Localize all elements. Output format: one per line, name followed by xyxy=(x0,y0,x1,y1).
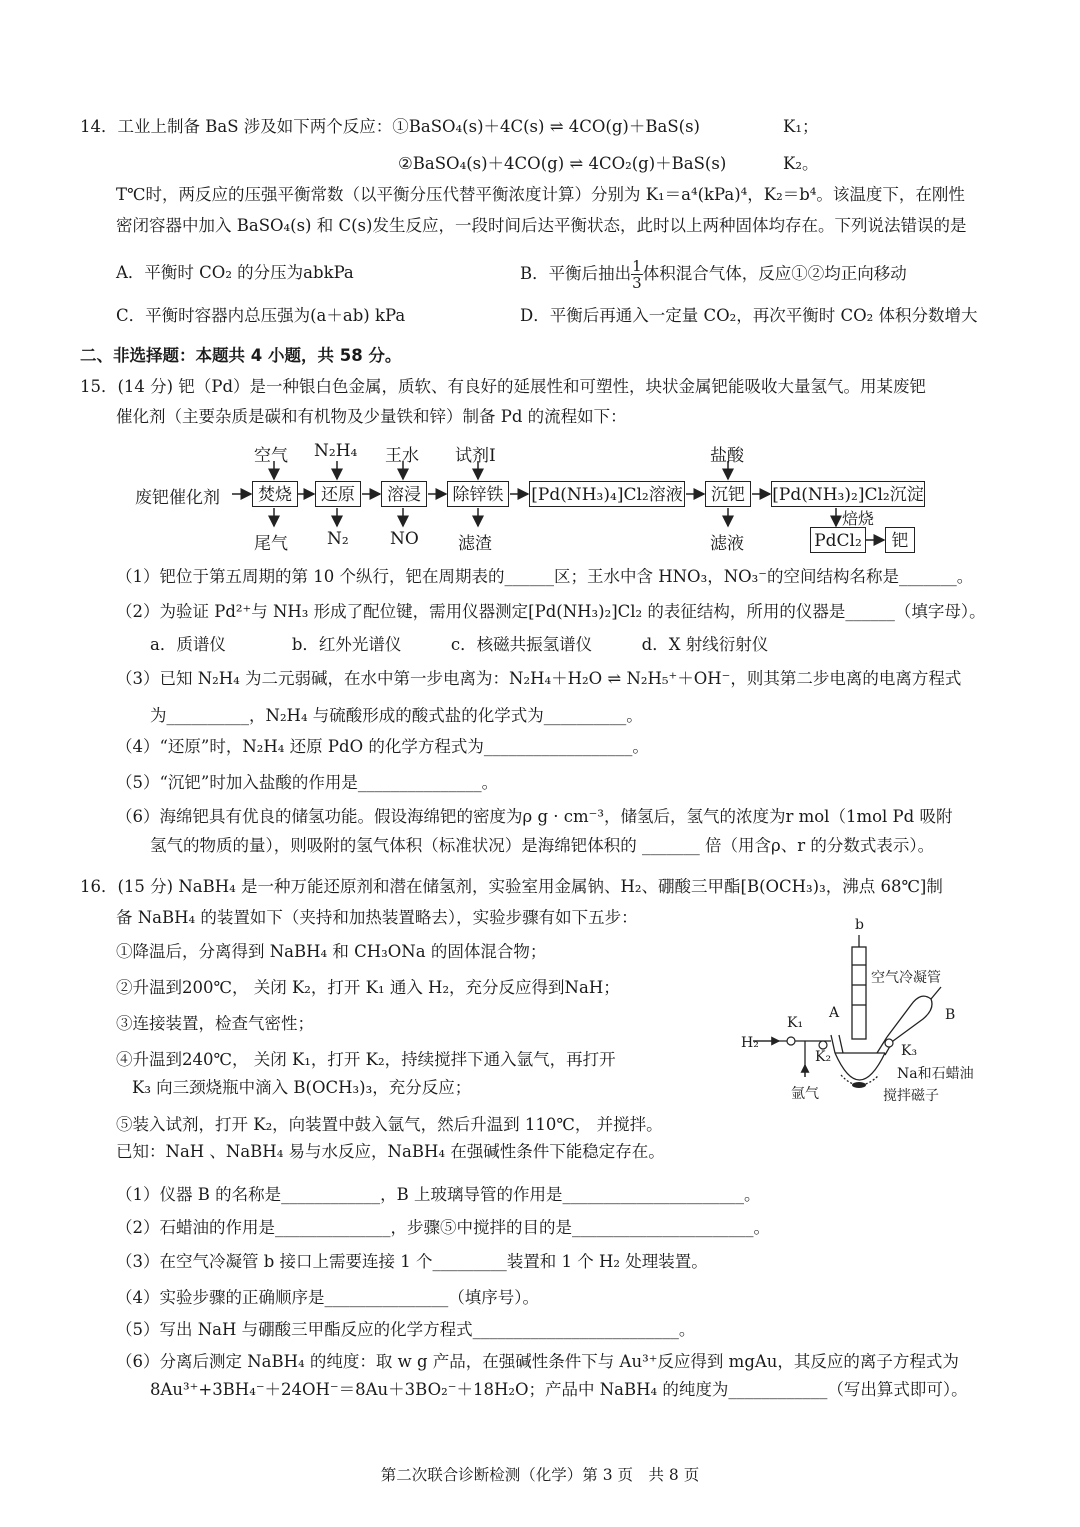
q14-line4: 密闭容器中加入 BaSO₄(s) 和 C(s)发生反应，一段时间后达平衡状态，此时以上两种固体均存在。下列说法错误的是 xyxy=(116,216,967,235)
q16-part4: （4）实验步骤的正确顺序是_______________（填序号）。 xyxy=(116,1288,539,1307)
q15-part4: （4）“还原”时，N₂H₄ 还原 PdO 的化学方程式为__________________。 xyxy=(116,737,649,756)
flow-pdcl2: PdCl₂ xyxy=(810,527,866,553)
q14-option-b-prefix: B．平衡后抽出 xyxy=(520,264,632,283)
flow-step-dissolve: 溶浸 xyxy=(381,481,427,507)
q16-known: 已知：NaH 、NaBH₄ 易与水反应，NaBH₄ 在强碱性条件下能稳定存在。 xyxy=(116,1142,665,1161)
flow-output-tail-gas: 尾气 xyxy=(254,534,288,554)
valve-k2 xyxy=(819,1041,827,1049)
q16-part5: （5）写出 NaH 与硼酸三甲酯反应的化学方程式_________________________。 xyxy=(116,1320,696,1339)
q16-part6b: 8Au³⁺+3BH₄⁻＋24OH⁻＝8Au＋3BO₂⁻＋18H₂O；产品中 NaBH₄ 的纯度为____________（写出算式即可）。 xyxy=(150,1380,968,1399)
q14-line2: ②BaSO₄(s)＋4CO(g) ⇌ 4CO₂(g)＋BaS(s) xyxy=(398,154,727,173)
q16-line2: 备 NaBH₄ 的装置如下（夹持和加热装置略去），实验步骤有如下五步： xyxy=(116,908,638,927)
q14-option-a: A．平衡时 CO₂ 的分压为abkPa xyxy=(116,263,354,282)
q16-step5: ⑤装入试剂，打开 K₂，向装置中鼓入氩气，然后升温到 110℃， 并搅拌。 xyxy=(116,1115,663,1134)
q15-line1: 15．(14 分) 钯（Pd）是一种银白色金属，质软、有良好的延展性和可塑性，块状金属钯能吸收大量氢气。用某废钯 xyxy=(80,377,927,396)
q14-k1: K₁； xyxy=(783,117,819,136)
label-k1: K₁ xyxy=(787,1015,804,1031)
flow-output-n2: N₂ xyxy=(327,529,349,549)
q16-part2: （2）石蜡油的作用是______________，步骤⑤中搅拌的目的是______________________。 xyxy=(116,1218,770,1237)
q15-part1: （1）钯位于第五周期的第 10 个纵行，钯在周期表的______区；王水中含 HNO₃，NO₃⁻的空间结构名称是_______。 xyxy=(116,567,974,586)
flow-product-pd: 钯 xyxy=(885,527,915,553)
label-A: A xyxy=(829,1005,840,1021)
label-condenser: 空气冷凝管 xyxy=(871,970,941,986)
label-na-paraffin: Na和石蜡油 xyxy=(897,1066,974,1082)
label-B: B xyxy=(945,1007,956,1023)
flow-output-residue: 滤渣 xyxy=(458,534,492,554)
fraction-denominator: 3 xyxy=(632,274,642,292)
q14-k2: K₂。 xyxy=(783,154,819,173)
label-k3: K₃ xyxy=(901,1043,918,1059)
q15-part6a: （6）海绵钯具有优良的储氢功能。假设海绵钯的密度为ρ g · cm⁻³，储氢后，氢气的浓度为r mol（1mol Pd 吸附 xyxy=(116,807,953,826)
q14-option-b-suffix: 体积混合气体，反应①②均正向移动 xyxy=(642,264,907,283)
flow-input-n2h4: N₂H₄ xyxy=(314,441,358,461)
section-2-heading: 二、非选择题：本题共 4 小题，共 58 分。 xyxy=(80,346,402,365)
q15-part3a: （3）已知 N₂H₄ 为二元弱碱，在水中第一步电离为：N₂H₄＋H₂O ⇌ N₂H₅⁺＋OH⁻，则其第二步电离的电离方程式 xyxy=(116,669,962,688)
flow-step-incinerate: 焚烧 xyxy=(252,481,298,507)
q14-line3: T℃时，两反应的压强平衡常数（以平衡分压代替平衡浓度计算）分别为 K₁＝a⁴(kPa)⁴，K₂＝b⁴。该温度下，在刚性 xyxy=(116,185,965,204)
air-condenser-tube xyxy=(852,947,866,1039)
q15-part2: （2）为验证 Pd²⁺与 NH₃ 形成了配位键，需用仪器测定[Pd(NH₃)₂]Cl₂ 的表征结构，所用的仪器是______（填字母）。 xyxy=(116,602,986,621)
q16-part6a: （6）分离后测定 NaBH₄ 的纯度：取 w g 产品，在强碱性条件下与 Au³⁺反应得到 mgAu，其反应的离子方程式为 xyxy=(116,1352,959,1371)
flow-start-material: 废钯催化剂 xyxy=(135,488,220,508)
label-k2: K₂ xyxy=(815,1049,832,1065)
flow-roast-label: 焙烧 xyxy=(842,509,875,528)
stir-bar xyxy=(852,1082,866,1088)
q16-part1: （1）仪器 B 的名称是____________，B 上玻璃导管的作用是______________________。 xyxy=(116,1185,761,1204)
q14-option-c: C．平衡时容器内总压强为(a＋ab) kPa xyxy=(116,306,406,325)
flow-step-reduce: 还原 xyxy=(315,481,361,507)
valve-k1 xyxy=(787,1037,795,1045)
q16-step4b: K₃ 向三颈烧瓶中滴入 B(OCH₃)₃，充分反应； xyxy=(132,1078,472,1097)
pd-flow-chart xyxy=(0,0,1080,570)
fraction-numerator: 1 xyxy=(632,257,642,275)
q16-part3: （3）在空气冷凝管 b 接口上需要连接 1 个_________装置和 1 个 H₂ 处理装置。 xyxy=(116,1252,708,1271)
q16-line1: 16．(15 分) NaBH₄ 是一种万能还原剂和潜在储氢剂，实验室用金属钠、H₂、硼酸三甲酯[B(OCH₃)₃，沸点 68℃]制 xyxy=(80,877,943,896)
q14-option-d: D．平衡后再通入一定量 CO₂，再次平衡时 CO₂ 体积分数增大 xyxy=(520,306,978,325)
flow-step-precipitate: 沉钯 xyxy=(705,481,751,507)
flow-input-reagent: 试剂I xyxy=(455,446,496,466)
flow-output-filtrate: 滤液 xyxy=(710,534,744,554)
q16-step3: ③连接装置，检查气密性； xyxy=(116,1014,314,1033)
flow-precipitate: [Pd(NH₃)₂]Cl₂沉淀 xyxy=(771,481,925,507)
q15-part3b: 为__________，N₂H₄ 与硫酸形成的酸式盐的化学式为__________。 xyxy=(150,706,643,725)
valve-k3 xyxy=(885,1039,893,1047)
page-footer: 第二次联合诊断检测（化学）第 3 页 共 8 页 xyxy=(380,1466,700,1484)
label-h2: H₂ xyxy=(741,1035,759,1051)
flow-step-remove-zn-fe: 除锌铁 xyxy=(447,481,509,507)
dropping-funnel xyxy=(887,996,932,1041)
flow-solution: [Pd(NH₃)₄]Cl₂溶液 xyxy=(529,481,685,507)
q15-part2-options: a．质谱仪 b．红外光谱仪 c．核磁共振氢谱仪 d．X 射线衍射仪 xyxy=(150,635,769,654)
flow-input-air: 空气 xyxy=(254,446,288,466)
label-b: b xyxy=(855,917,864,933)
q15-part6b: 氢气的物质的量），则吸附的氢气体积（标准状况）是海绵钯体积的 _______ 倍（用含ρ、r 的分数式表示）。 xyxy=(150,836,935,855)
label-stir-bar: 搅拌磁子 xyxy=(883,1088,939,1104)
q16-step4a: ④升温到240℃， 关闭 K₁，打开 K₂，持续搅拌下通入氩气，再打开 xyxy=(116,1050,616,1069)
q16-step2: ②升温到200℃， 关闭 K₂，打开 K₁ 通入 H₂，充分反应得到NaH； xyxy=(116,978,620,997)
flow-input-aqua-regia: 王水 xyxy=(385,446,419,466)
q16-step1: ①降温后，分离得到 NaBH₄ 和 CH₃ONa 的固体混合物； xyxy=(116,942,547,961)
flow-output-no: NO xyxy=(390,529,419,549)
q15-part5: （5）“沉钯”时加入盐酸的作用是_______________。 xyxy=(116,773,499,792)
label-argon: 氩气 xyxy=(791,1086,819,1102)
apparatus-diagram xyxy=(735,917,995,1105)
flow-input-hcl: 盐酸 xyxy=(710,446,744,466)
q14-line1: 14．工业上制备 BaS 涉及如下两个反应：①BaSO₄(s)＋4C(s) ⇌ 4CO(g)＋BaS(s) xyxy=(80,117,700,136)
q15-line2: 催化剂（主要杂质是碳和有机物及少量铁和锌）制备 Pd 的流程如下： xyxy=(116,407,627,426)
